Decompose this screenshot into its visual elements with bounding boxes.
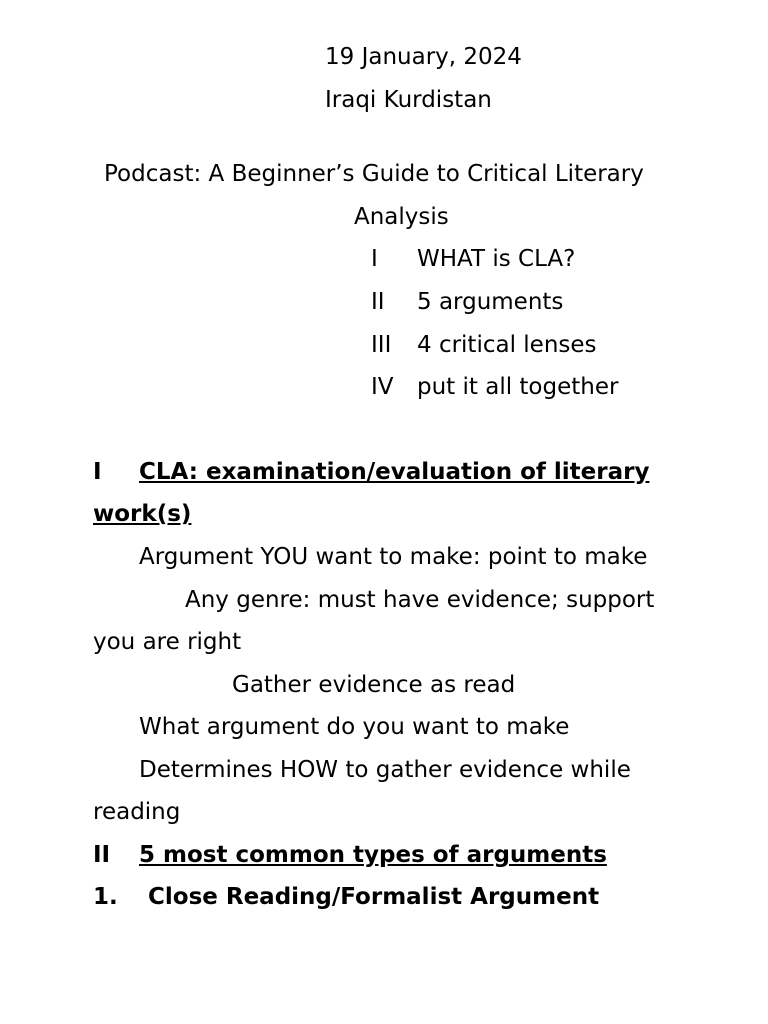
location-line: Iraqi Kurdistan [325, 87, 492, 113]
outline-item-2 [371, 288, 563, 316]
item1-heading [93, 883, 599, 911]
outline-number: II [371, 289, 385, 315]
outline-number: III [371, 332, 392, 358]
item1-text: Close Reading/Formalist Argument [148, 884, 600, 910]
section1-line-6: Determines HOW to gather evidence while [139, 757, 631, 783]
section1-line-1: Argument YOU want to make: point to make [139, 544, 648, 570]
section1-line-2: Any genre: must have evidence; support [185, 587, 655, 613]
outline-text: 5 arguments [417, 289, 564, 315]
title-line-2: Analysis [354, 204, 449, 230]
section2-heading-text: 5 most common types of arguments [139, 842, 607, 868]
section1-line-7: reading [93, 799, 181, 825]
outline-number: I [371, 246, 378, 272]
outline-text: put it all together [417, 374, 619, 400]
outline-item-1 [371, 245, 575, 273]
section1-line-3: you are right [93, 629, 242, 655]
section1-heading-line-2: work(s) [93, 501, 192, 527]
section1-number: I [93, 459, 102, 485]
outline-item-3 [371, 331, 597, 359]
item1-number: 1. [93, 884, 118, 910]
section2-number: II [93, 842, 111, 868]
title-line-1: Podcast: A Beginner’s Guide to Critical Literary [104, 161, 644, 187]
section2-heading [93, 841, 607, 869]
outline-item-4 [371, 373, 618, 401]
section1-line-5: What argument do you want to make [139, 714, 570, 740]
date-line: 19 January, 2024 [325, 44, 522, 70]
section1-heading-text: CLA: examination/evaluation of literary [139, 459, 650, 485]
section1-heading-line-1 [93, 458, 649, 486]
section1-line-4: Gather evidence as read [232, 672, 516, 698]
outline-text: 4 critical lenses [417, 332, 597, 358]
outline-number: IV [371, 374, 394, 400]
outline-text: WHAT is CLA? [417, 246, 576, 272]
